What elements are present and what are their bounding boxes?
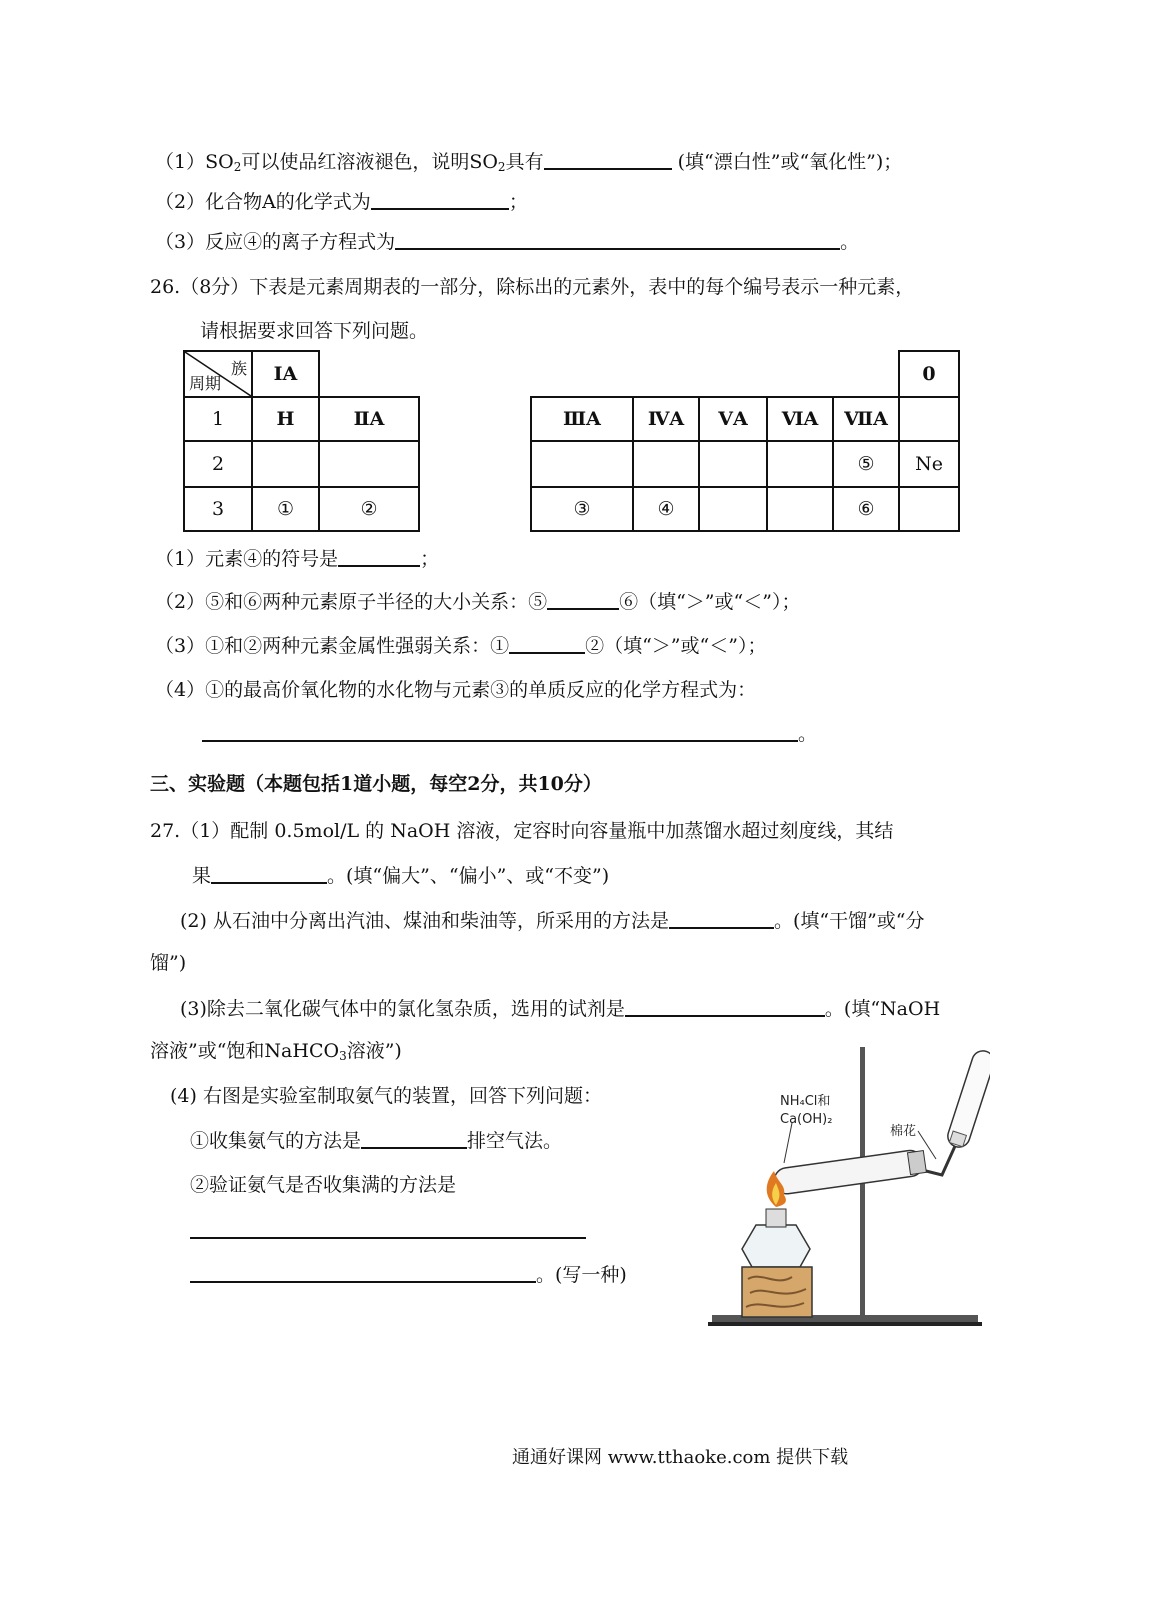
ammonia-apparatus-figure <box>700 1035 990 1335</box>
empty-cell <box>632 440 700 488</box>
label-cotton: 棉花 <box>890 1124 917 1139</box>
group-header-IIIA: ⅢA <box>530 396 634 442</box>
q27-sub4: (4) 右图是实验室制取氨气的装置，回答下列问题： <box>170 1085 602 1107</box>
empty-cell <box>898 486 960 532</box>
answer-blank[interactable] <box>395 228 840 250</box>
answer-blank[interactable] <box>547 588 619 610</box>
q26-sub4: （4）①的最高价氧化物的水化物与元素③的单质反应的化学方程式为： <box>155 679 757 701</box>
answer-blank[interactable] <box>211 862 327 884</box>
answer-blank[interactable] <box>361 1127 467 1149</box>
section-title: 三、实验题（本题包括1道小题，每空2分，共10分） <box>150 773 602 795</box>
empty-cell <box>898 396 960 442</box>
element-2: ② <box>318 486 420 532</box>
empty-cell <box>698 440 768 488</box>
table-corner-cell: 族 周期 <box>183 350 253 398</box>
group-header-VA: ⅤA <box>698 396 768 442</box>
group-header-VIIA: ⅦA <box>832 396 900 442</box>
q27-sub1-answer: 果 。(填“偏大”、“偏小”、或“不变”) <box>192 862 609 889</box>
q27-sub4-q2-answer-line2: 。(写一种) <box>190 1261 627 1288</box>
answer-blank[interactable] <box>544 148 672 170</box>
label-reagent-line1: NH₄Cl和 <box>780 1094 831 1109</box>
group-header-IVA: ⅣA <box>632 396 700 442</box>
q27-sub3-cont: 溶液”或“饱和NaHCO$_3$溶液”) <box>150 1040 402 1063</box>
group-header-IA: ⅠA <box>251 350 320 398</box>
label-reagent-line2: Ca(OH)₂ <box>780 1112 833 1127</box>
q26-sub3: （3）①和②两种元素金属性强弱关系：① ②（填“＞”或“＜”）； <box>155 632 766 659</box>
q26-intro-2: 请根据要求回答下列问题。 <box>200 320 429 342</box>
empty-cell <box>766 440 834 488</box>
q27-sub4-q2-answer-line1 <box>190 1217 586 1244</box>
q27-sub2: (2) 从石油中分离出汽油、煤油和柴油等，所采用的方法是 。(填“干馏”或“分 <box>180 907 925 934</box>
q26-sub1: （1）元素④的符号是 ； <box>155 545 439 572</box>
group-header-IIA: ⅡA <box>318 396 420 442</box>
element-5: ⑤ <box>832 440 900 488</box>
q27-sub2-cont: 馏”) <box>150 952 187 974</box>
answer-blank[interactable] <box>509 632 585 654</box>
element-3: ③ <box>530 486 634 532</box>
q27-sub3: (3)除去二氧化碳气体中的氯化氢杂质，选用的试剂是 。(填“NaOH <box>180 995 940 1022</box>
q27-sub4-q2: ②验证氨气是否收集满的方法是 <box>190 1174 457 1196</box>
q26-sub2: （2）⑤和⑥两种元素原子半径的大小关系：⑤ ⑥（填“＞”或“＜”）； <box>155 588 800 615</box>
answer-blank[interactable] <box>202 720 798 742</box>
alcohol-lamp <box>742 1225 810 1267</box>
element-Ne: Ne <box>898 440 960 488</box>
empty-cell <box>530 440 634 488</box>
period-label-3: 3 <box>183 486 253 532</box>
period-label-1: 1 <box>183 396 253 442</box>
element-6: ⑥ <box>832 486 900 532</box>
stopper <box>907 1151 926 1175</box>
group-header-0: 0 <box>898 350 960 398</box>
group-header-VIA: ⅥA <box>766 396 834 442</box>
element-1: ① <box>251 486 320 532</box>
empty-cell <box>318 440 420 488</box>
test-tube <box>773 1149 927 1196</box>
element-H: H <box>251 396 320 442</box>
q25-sub3: （3）反应④的离子方程式为 。 <box>155 228 859 255</box>
answer-blank[interactable] <box>190 1217 586 1239</box>
answer-blank[interactable] <box>190 1261 536 1283</box>
q25-sub2: （2）化合物A的化学式为 ； <box>155 188 528 215</box>
answer-blank[interactable] <box>625 995 825 1017</box>
q26-intro: 26.（8分）下表是元素周期表的一部分，除标出的元素外，表中的每个编号表示一种元素， <box>150 276 915 298</box>
answer-blank[interactable] <box>669 907 774 929</box>
empty-cell <box>766 486 834 532</box>
answer-blank[interactable] <box>338 545 420 567</box>
empty-cell <box>251 440 320 488</box>
collecting-tube <box>945 1048 990 1150</box>
q27-sub1: 27.（1）配制 0.5mol/L 的 NaOH 溶液，定容时向容量瓶中加蒸馏水超过刻度线，其结 <box>150 820 894 842</box>
q26-sub4-answer: 。 <box>202 720 817 747</box>
answer-blank[interactable] <box>371 188 509 210</box>
element-4: ④ <box>632 486 700 532</box>
q27-sub4-q1: ①收集氨气的方法是 排空气法。 <box>190 1127 562 1154</box>
q25-sub1: $(1)SO_2$可以使品红溶液褪色，说明$SO_2$具有 (填“漂白性”或“氧化性”)； <box>155 148 902 180</box>
period-label-2: 2 <box>183 440 253 488</box>
footer-credit: 通通好课网 www.tthaoke.com 提供下载 <box>512 1447 849 1468</box>
empty-cell <box>698 486 768 532</box>
